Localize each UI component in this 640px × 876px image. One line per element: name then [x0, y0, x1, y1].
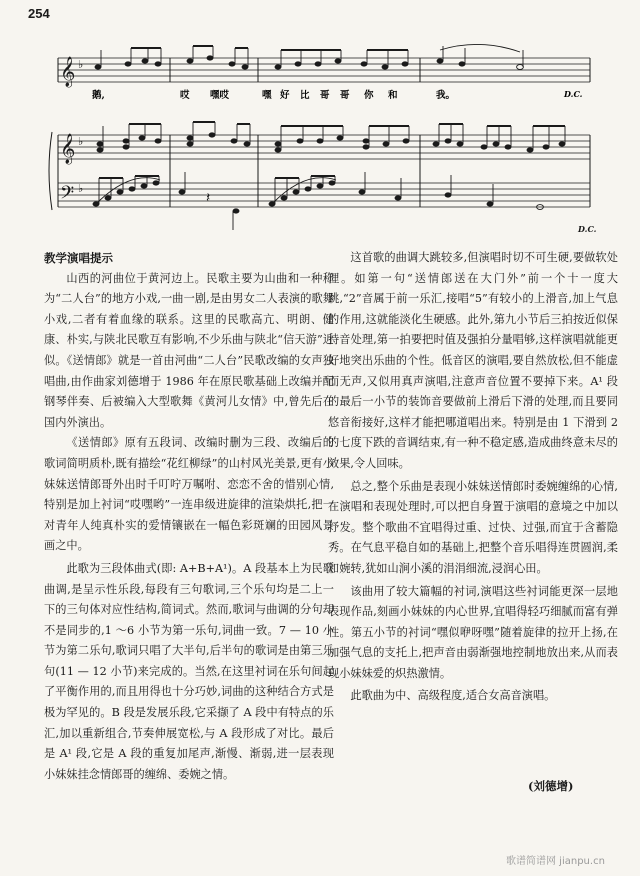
lyric: 哥 — [340, 90, 350, 101]
lyric: 好 — [280, 90, 290, 101]
left-column — [44, 248, 334, 785]
right-column — [328, 248, 618, 707]
lyric: 哥 — [320, 90, 330, 101]
lyrics-line — [92, 89, 583, 101]
site-watermark: 歌谱简谱网 jianpu.cn — [506, 856, 605, 867]
lyric: 鹅, — [92, 90, 105, 101]
treble-clef-icon: 𝄞 — [60, 134, 76, 164]
piano-bass-staff — [58, 183, 590, 207]
music-score — [0, 20, 640, 245]
dc-marking: D.C. — [564, 89, 583, 99]
paragraph: 山西的河曲位于黄河边上。民歌主要为山曲和一种称为“二人台”的地方小戏,一曲一剧,是由男女二人表演的歌舞小戏,二者有着血缘的联系。这里的民歌高亢、明朗、健康、朴实,与陕北民歌互有影响,不少乐曲与陕北“信天游”近似。《送情郎》就是一首由河曲“二人台”民歌改编的女声独唱曲,由作曲家刘德增于 1986 年在原民歌基础上改编并配钢琴伴奏、后被编入大型歌舞《黄河儿女情》中,曾先后在国内外演出。 — [44, 271, 334, 429]
piano-right-hand — [97, 122, 565, 152]
paragraph: 《送情郎》原有五段词、改编时删为三段、改编后的歌词简明质朴,既有描绘“花红柳绿”的山村风光美景,更有小妹妹送情郎哥外出时千叮咛万嘱咐、恋恋不舍的惜别心情,特别是加上衬词“哎嘿哟”一连串级进旋律的渲染烘托,把一对青年人纯真朴实的爱情镶嵌在一幅色彩斑斓的田园风景画之中。 — [44, 436, 334, 553]
lyric: 和 — [388, 90, 398, 101]
paragraph: 总之,整个乐曲是表现小妹妹送情郎时委婉缠绵的心情,在演唱和表现处理时,可以把自身置于演唱的意境之中加以抒发。整个歌曲不宜唱得过重、过快、过强,而宜于含蓄隐秀。在气息平稳自如的基础上,把整个音乐唱得连贯圆润,柔和婉转,犹如山涧小溪的涓涓细流,浸润心田。 — [328, 479, 618, 575]
paragraph: 此歌为三段体曲式(即: A+B+A¹)。A 段基本上为民歌曲调,是呈示性乐段,每段有三句歌词,三个乐句均是二上一下的三句体对应性结构,简词式。然而,歌词与曲调的分句却不是同步的,1 ～6 小节为第一乐句,词曲一致。7 — 10 小节为第二乐句,歌词只唱了大半句,后半句的歌词是由第三乐句(11 — 12 小节)来完成的。当然,在这里衬词在乐句间起了平衡作用的,而且用得也十分巧妙,词曲的这种结合方式是极为罕见的。B 段是发展乐段,它采撷了 A 段中有特点的乐汇,加以重新组合,节奏伸展宽松,与 A 段形成了对比。最后是 A¹ 段,它是 A 段的重复加尾声,渐慢、渐弱,进一层表现小妹妹挂念情郎哥的缠绵、委婉之情。 — [44, 561, 334, 781]
lyric: 你 — [364, 90, 374, 101]
author-signature: (刘德增) — [528, 779, 574, 793]
treble-clef-icon: 𝄞 — [60, 57, 76, 87]
svg-text:♭: ♭ — [78, 182, 84, 195]
lyric: 嘿 — [262, 90, 272, 101]
lyric: 我。 — [436, 90, 456, 101]
lyric: 嘿哎 — [210, 90, 230, 101]
vocal-staff — [58, 58, 590, 82]
lyric: 比 — [300, 90, 310, 101]
paragraph: 此歌曲为中、高级程度,适合女高音演唱。 — [350, 689, 556, 703]
page-number: 254 — [28, 6, 50, 21]
clefs — [60, 56, 83, 208]
svg-text:♭: ♭ — [78, 58, 84, 71]
svg-text:𝄽: 𝄽 — [206, 190, 211, 206]
section-heading: 教学演唱提示 — [44, 251, 113, 265]
vocal-notes — [95, 44, 523, 69]
paragraph: 该曲用了较大篇幅的衬词,演唱这些衬词能更深一层地表现作品,刻画小妹妹的内心世界,宜唱得轻巧细腻而富有弹性。第五小节的衬词“嘿似咿呀嘿”随着旋律的拉开上扬,在加强气息的支托上,把声音由弱渐强地控制地放出来,从而表现小妹妹爱的炽热激情。 — [328, 584, 618, 680]
bass-clef-icon: 𝄢 — [60, 183, 75, 208]
paragraph: 这首歌的曲调大跳较多,但演唱时切不可生硬,要做软处理。如第一句“送情郎送在大门外”前一个十一度大跳,“2”音属于前一乐汇,接唱“5”有较小的上滑音,加上气息的作用,这就能淡化生硬感。此外,第九小节后三拍按近似保持音处理,第一拍要把时值及强拍分量唱够,这样演唱就能更好地突出乐曲的个性。低音区的演唱,要自然放松,但不能虚而无声,又似用真声演唱,注意声音位置不要掉下来。A¹ 段的最后一小节的装饰音要做前上滑后下滑的处理,而且要同悠音衔接好,这样才能把哪道唱出来。特别是由 1 下滑到 2 的七度下跌的音调结束,有一种不稳定感,造成曲终意未尽的效果,令人回味。 — [328, 251, 618, 470]
svg-text:♭: ♭ — [78, 135, 84, 148]
lyric: 哎 — [180, 90, 190, 101]
piano-left-hand — [93, 172, 597, 234]
dc-marking-bass: D.C. — [578, 224, 597, 234]
